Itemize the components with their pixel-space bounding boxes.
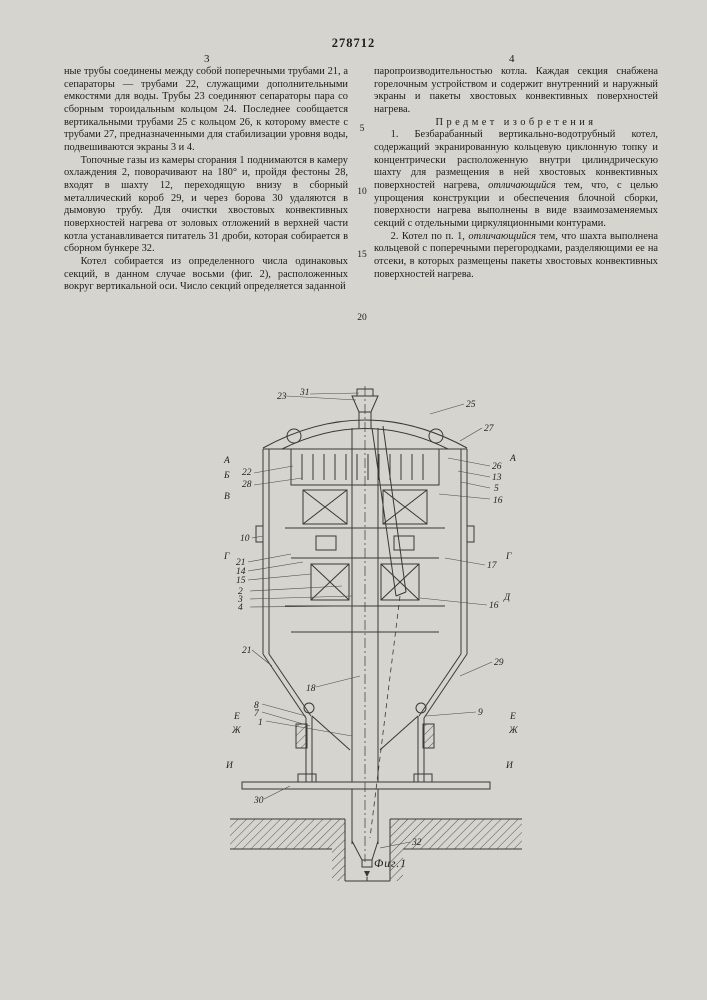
claim-1-text: 1. Безбарабанный вертикально-водотрубный котел, содержащий экранированную кольцевую циклонную топку и концентрически расположенную внутри цилиндрическую шахту для размещения в ней хвостовых конвективных поверхностей нагрева, [374,129,658,191]
figure-label: Ж [232,726,241,736]
figure-label: Е [510,712,516,722]
figure-label: 4 [238,603,243,613]
figure-label: 27 [484,424,494,434]
figure-caption: Фиг.1 [374,858,407,870]
paragraph: ные трубы соединены между собой поперечными трубами 21, а сепараторы — трубами 22, служащими дополнительными емкостями для воды. Трубы 23 соединяют сепараторы пара со сборным тороидальным кольцом 24. Последнее сообщается вертикальными трубами 25 с кольцом 26, к которому вместе с трубами 27, предназначенными для стабилизации уровня воды, подвешиваются экраны 3 и 4. [64,66,348,153]
figure-label: А [224,456,230,466]
column-number-right: 4 [509,53,515,65]
figure-label: Е [234,712,240,722]
figure-label: Б [224,471,230,481]
paragraph: паропроизводительностью котла. Каждая секция снабжена горелочным устройством и содержит внутренний и наружный экраны и пакеты хвостовых конвективных поверхностей нагрева. [374,66,658,115]
claim-2 [374,231,658,282]
figure-label: 32 [412,838,422,848]
figure-label: 15 [236,576,246,586]
figure-label: 9 [478,708,483,718]
figure-label: 28 [242,480,252,490]
figure-label: Г [224,552,230,562]
boiler-drawing [60,386,660,898]
section-heading: Предмет изобретения [435,116,597,128]
column-number-left: 3 [204,53,210,65]
figure-label: Ж [509,726,518,736]
claim-1 [374,129,658,230]
figure-label: 31 [300,388,310,398]
figure-label: 8 [254,701,259,711]
figure-label: Г [506,552,512,562]
figure-label: И [506,761,513,771]
claim-2-text-after: тем, что шахта выполнена кольцевой с поперечными перегородками, разделяющими ее на отсеки, в которых размещены пакеты хвостовых конвективных поверхностей нагрева. [374,230,658,280]
figure-label: 5 [494,484,499,494]
figure-label: 16 [489,601,499,611]
figure-label: А [510,454,516,464]
figure-label: 18 [306,684,316,694]
left-text-column [64,66,348,294]
right-text-column [374,66,658,281]
figure-label: 30 [254,796,264,806]
margin-line-number: 15 [357,250,367,260]
claim-1-italic: отличающийся [488,179,556,191]
figure-label: 21 [236,558,246,568]
figure-1 [60,386,660,898]
figure-label: В [224,492,230,502]
figure-label: 29 [494,658,504,668]
figure-label: 25 [466,400,476,410]
figure-label: 2 [238,587,243,597]
figure-label: 1 [258,718,263,728]
figure-label: 22 [242,468,252,478]
figure-label: 16 [493,496,503,506]
figure-label: 3 [238,595,243,605]
margin-line-number: 10 [357,187,367,197]
figure-label: 14 [236,567,246,577]
figure-label: 17 [487,561,497,571]
figure-label: И [226,761,233,771]
paragraph: Топочные газы из камеры сгорания 1 поднимаются в камеру охлаждения 2, поворачивают на 180° и, пройдя фестоны 28, входят в шахту 12, переходящую внизу в сборный металлический короб 29, и через борова 30 удаляются в дымовую трубу. Для очистки хвостовых конвективных поверхностей нагрева от золовых отложений в верхней части котла устанавливается питатель 31 дроби, которая собирается в сборном бункере 32. [64,154,348,255]
margin-line-number: 20 [357,313,367,323]
figure-label: 26 [492,462,502,472]
margin-line-number: 5 [359,124,365,134]
figure-label: 10 [240,534,250,544]
figure-label: Д [504,593,511,603]
figure-label: 7 [254,709,259,719]
patent-number: 278712 [331,36,376,50]
figure-label: 21 [242,646,252,656]
claim-1-text-after: тем, что, с целью упрощения конструкции и обеспечения блочной сборки, поверхности нагрева выполнены в виде взаимозаменяемых секций с отдельными циркуляционными контурами. [374,179,658,229]
claim-2-text: 2. Котел по п. 1, [390,230,469,242]
figure-label: 13 [492,473,502,483]
paragraph: Котел собирается из определенного числа одинаковых секций, в данном случае восьми (фиг. 2), расположенных вокруг вертикальной оси. Число секций определяется заданной [64,255,348,293]
claim-2-italic: отличающийся [468,230,536,242]
figure-label: 23 [277,392,287,402]
